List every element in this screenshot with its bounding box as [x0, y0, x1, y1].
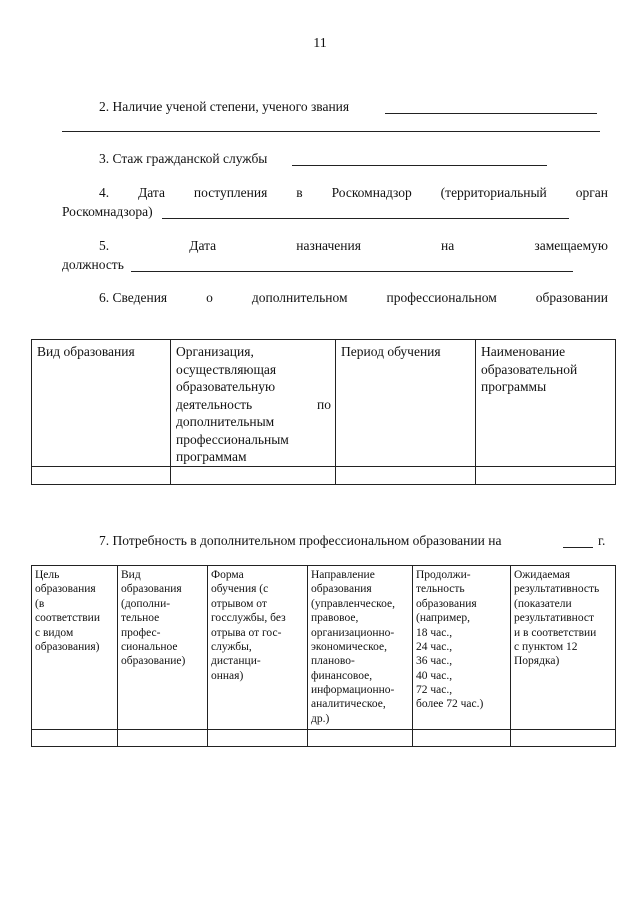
header-program-name-line: программы: [481, 379, 547, 395]
item-5-word: замещаемую: [534, 238, 608, 253]
header-line: обучения (с: [211, 583, 269, 596]
header-line: Вид: [121, 569, 141, 581]
additional-education-table: [31, 339, 616, 485]
item-7-year-blank: [563, 547, 593, 548]
item-4-word: в: [296, 185, 303, 200]
item-6-word: образовании: [535, 290, 608, 305]
header-line: 36 час.,: [416, 655, 453, 668]
header-line: информационно-: [311, 684, 395, 696]
header-line: онная): [211, 669, 244, 682]
item-4-word: Роскомнадзор: [331, 185, 412, 200]
education-needs-table: [31, 565, 616, 747]
header-line: образования: [416, 597, 477, 610]
table-cell[interactable]: [171, 466, 336, 484]
header-line: 72 час.,: [416, 684, 453, 696]
header-organization-word: деятельность: [176, 396, 253, 412]
header-line: тельность: [416, 583, 465, 596]
item-7-suffix: г.: [598, 533, 606, 548]
header-study-form: [208, 566, 308, 730]
item-7-label: 7. Потребность в дополнительном профессиональном образовании на: [99, 533, 502, 548]
header-line: организационно-: [311, 626, 395, 639]
item-5-second-line: должность: [62, 257, 124, 272]
header-line: образования): [35, 640, 100, 653]
header-program-name: [476, 340, 616, 467]
header-organization-word: по: [317, 396, 331, 412]
header-line: образования: [311, 583, 372, 596]
header-line: отрыва от гос-: [211, 626, 282, 639]
item-3-blank-line: [292, 165, 547, 166]
header-line: результативност: [514, 612, 594, 625]
item-5-word: Дата: [189, 238, 217, 253]
header-line: образования: [35, 583, 96, 596]
table-row: [32, 466, 616, 484]
table-cell[interactable]: [32, 466, 171, 484]
item-4-first-line: [99, 185, 608, 201]
header-line: Ожидаемая: [514, 569, 571, 581]
item-5-word: назначения: [296, 238, 361, 253]
header-line: экономическое,: [311, 640, 387, 653]
header-program-name-line: образовательной: [481, 361, 578, 377]
header-organization-spread-line: [176, 396, 331, 414]
item-6-word: дополнительном: [251, 290, 348, 305]
header-line: с пунктом 12: [514, 640, 578, 653]
item-5-blank-line: [131, 271, 573, 272]
header-line: Цель: [35, 569, 60, 581]
header-line: с видом: [35, 626, 74, 639]
header-study-period: Период обучения: [336, 340, 476, 467]
header-line: профес-: [121, 626, 161, 639]
header-line: отрывом от: [211, 597, 267, 610]
header-line: соответствии: [35, 612, 100, 625]
header-organization-line: Организация,: [176, 344, 254, 359]
header-organization-line: осуществляющая: [176, 361, 277, 377]
header-line: (дополни-: [121, 597, 171, 610]
item-6-heading: [99, 290, 608, 306]
item-2-blank-line: [385, 113, 597, 114]
table-cell[interactable]: [511, 730, 616, 747]
table-cell[interactable]: [413, 730, 511, 747]
page-number: 11: [313, 36, 327, 51]
header-line: 18 час.,: [416, 626, 453, 639]
item-4-word: орган: [575, 185, 608, 200]
header-line: Направление: [311, 569, 375, 581]
header-organization-line: профессиональным: [176, 431, 289, 447]
header-education-kind: [118, 566, 208, 730]
item-4-second-line: Роскомнадзора): [62, 204, 153, 219]
header-line: результативность: [514, 583, 600, 596]
item-4-word: 4.: [99, 185, 110, 200]
item-2-label: 2. Наличие ученой степени, ученого звания: [99, 99, 350, 114]
header-line: и в соответствии: [514, 626, 597, 639]
header-organization-line: образовательную: [176, 379, 276, 395]
header-expected-results: [511, 566, 616, 730]
item-5-first-line: [99, 238, 608, 254]
header-line: образование): [121, 655, 186, 668]
header-line: Форма: [211, 569, 244, 581]
table-cell[interactable]: [308, 730, 413, 747]
table-cell[interactable]: [336, 466, 476, 484]
header-line: (например,: [416, 612, 471, 625]
header-line: аналитическое,: [311, 698, 386, 711]
header-line: сиональное: [121, 640, 178, 653]
table-row: [32, 730, 616, 747]
header-line: Продолжи-: [416, 569, 471, 581]
table-cell[interactable]: [118, 730, 208, 747]
header-line: (показатели: [514, 597, 572, 610]
table-header-row: [32, 566, 616, 730]
item-6-word: о: [206, 290, 213, 305]
table-header-row: [32, 340, 616, 467]
header-line: Порядка): [514, 655, 560, 668]
item-4-blank-line: [162, 218, 569, 219]
header-line: более 72 час.): [416, 698, 484, 711]
header-program-name-line: Наименование: [481, 344, 566, 359]
item-6-word: 6. Сведения: [99, 290, 168, 305]
header-organization-line: программам: [176, 449, 247, 465]
header-line: 40 час.,: [416, 669, 453, 682]
header-line: (в: [35, 597, 45, 610]
item-5-word: 5.: [99, 238, 110, 253]
header-line: дистанци-: [211, 655, 261, 668]
header-line: госслужбы, без: [211, 612, 286, 625]
header-education-direction: [308, 566, 413, 730]
header-line: тельное: [121, 612, 160, 625]
table-cell[interactable]: [476, 466, 616, 484]
header-education-duration: [413, 566, 511, 730]
header-line: правовое,: [311, 612, 359, 625]
header-organization: [171, 340, 336, 467]
header-line: образования: [121, 583, 182, 596]
header-line: 24 час.,: [416, 640, 453, 653]
item-3-label: 3. Стаж гражданской службы: [99, 151, 268, 166]
item-4-word: поступления: [193, 185, 268, 200]
header-line: службы,: [211, 640, 252, 653]
item-6-word: профессиональном: [386, 290, 497, 305]
item-4-word: (территориальный: [440, 185, 547, 200]
header-line: финансовое,: [311, 669, 373, 682]
item-2-continuation-line: [62, 131, 600, 132]
header-education-goal: [32, 566, 118, 730]
header-line: планово-: [311, 655, 355, 668]
table-cell[interactable]: [32, 730, 118, 747]
table-cell[interactable]: [208, 730, 308, 747]
item-5-word: на: [441, 238, 455, 253]
header-education-type: Вид образования: [32, 340, 171, 467]
header-line: др.): [311, 712, 330, 725]
header-line: (управленческое,: [311, 597, 396, 610]
header-organization-line: дополнительным: [176, 414, 275, 430]
item-4-word: Дата: [138, 185, 165, 200]
